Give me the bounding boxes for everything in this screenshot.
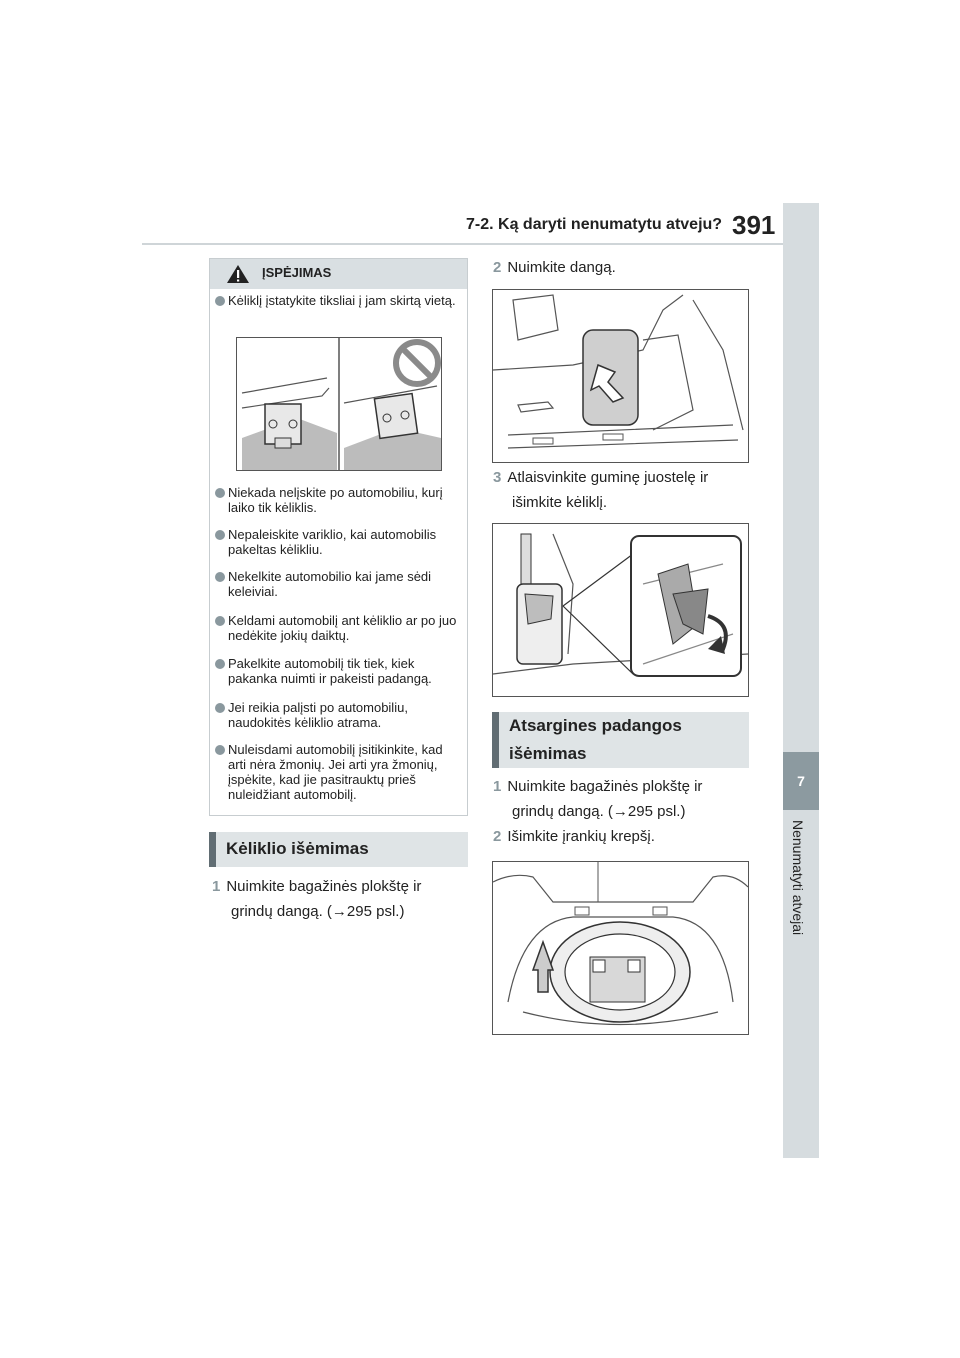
bullet-dot-icon	[215, 572, 225, 582]
warning-triangle-icon	[226, 264, 250, 284]
step-item: 2 Išimkite įrankių krepšį.	[493, 828, 655, 845]
warning-item: Nekelkite automobilio kai jame sėdi keleiviai.	[215, 569, 461, 599]
chapter-side-strip	[783, 203, 819, 1158]
step-item: 3 Atlaisvinkite guminę juostelę ir išimkite kėliklį.	[493, 469, 709, 511]
tool-bag-illustration	[493, 862, 748, 1034]
bullet-dot-icon	[215, 659, 225, 669]
section-header-jack-removal	[209, 832, 468, 867]
bullet-dot-icon	[215, 296, 225, 306]
step-item: 1 Nuimkite bagažinės plokštę ir grindų dangą. (→295 psl.)	[212, 878, 422, 920]
step-item: 2 Nuimkite dangą.	[493, 259, 616, 276]
bullet-dot-icon	[215, 530, 225, 540]
warning-item: Jei reikia palįsti po automobiliu, naudokitės kėliklio atrama.	[215, 700, 461, 730]
header-divider	[142, 243, 784, 245]
page-number: 391	[732, 210, 776, 240]
jack-placement-illustration	[237, 338, 441, 470]
section-title-line1: Atsargines padangos	[509, 716, 682, 735]
warning-item: Nepaleiskite variklio, kai automobilis pakeltas kėlikliu.	[215, 527, 461, 557]
bullet-dot-icon	[215, 488, 225, 498]
chapter-tab-number: 7	[783, 752, 819, 810]
jack-removal-illustration	[493, 524, 748, 696]
warning-item: Niekada nelįskite po automobiliu, kurį laiko tik kėliklis.	[215, 485, 461, 515]
cover-removal-figure	[492, 289, 749, 463]
warning-title: ĮSPĖJIMAS	[262, 265, 332, 280]
warning-item: Nuleisdami automobilį įsitikinkite, kad arti nėra žmonių. Jei arti yra žmonių, įspėkite, kad jie pasitrauktų prieš nuleidžiant automobilį.	[215, 742, 461, 802]
bullet-dot-icon	[215, 745, 225, 755]
step-item: 1 Nuimkite bagažinės plokštę ir grindų dangą. (→295 psl.)	[493, 778, 703, 820]
bullet-dot-icon	[215, 703, 225, 713]
cover-removal-illustration	[493, 290, 748, 462]
chapter-title: 7-2. Ką daryti nenumatytu atveju?	[466, 216, 723, 233]
warning-item: Keldami automobilį ant kėliklio ar po juo nedėkite jokių daiktų.	[215, 613, 461, 643]
bullet-dot-icon	[215, 616, 225, 626]
tool-bag-figure	[492, 861, 749, 1035]
section-title: Kėliklio išėmimas	[226, 839, 369, 858]
jack-removal-figure	[492, 523, 749, 697]
chapter-tab-label	[783, 820, 819, 950]
chapter-tab-label-text: Nenumatyti atvejai	[790, 820, 806, 936]
section-title-line2: išėmimas	[509, 744, 587, 763]
jack-placement-figure	[236, 337, 442, 471]
section-header-spare-tire-removal	[492, 712, 749, 768]
warning-item: Pakelkite automobilį tik tiek, kiek pakanka nuimti ir pakeisti padangą.	[215, 656, 461, 686]
warning-item: Kėliklį įstatykite tiksliai į jam skirtą vietą.	[215, 293, 461, 308]
